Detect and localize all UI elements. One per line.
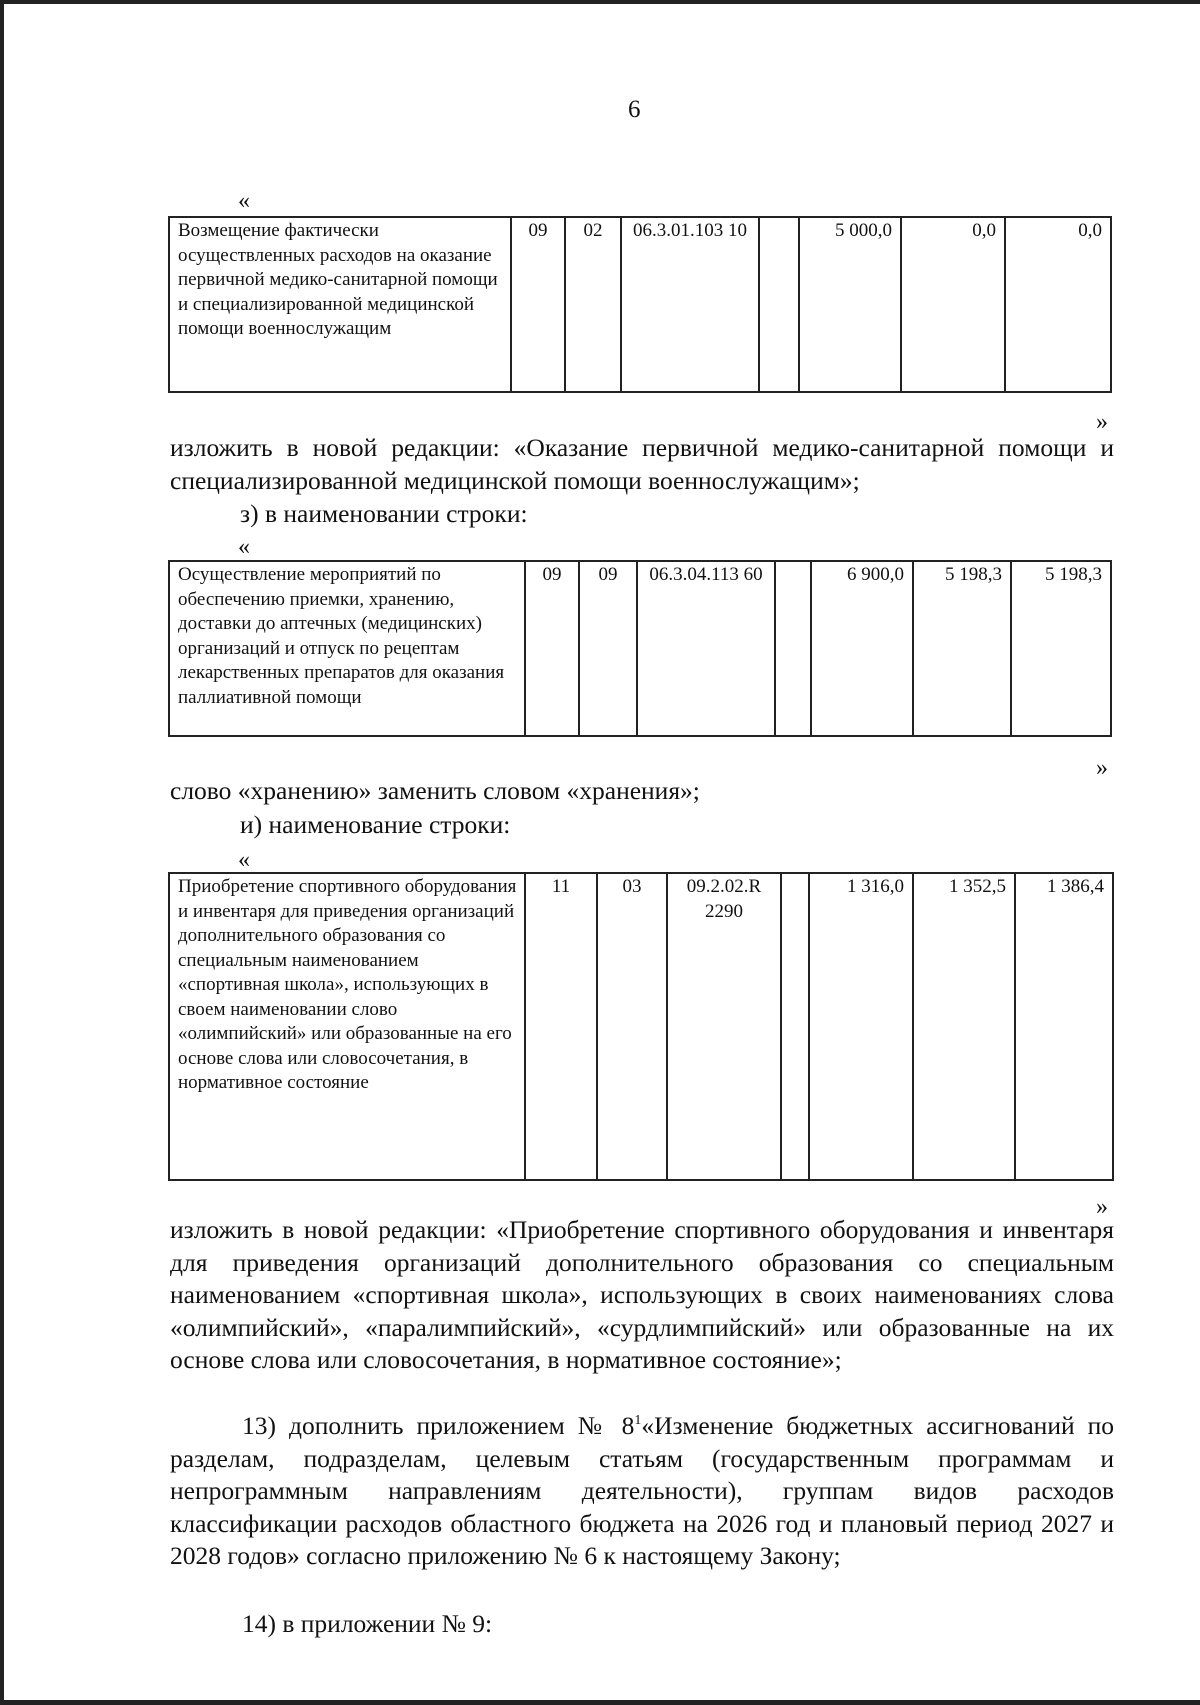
expense-type-cell	[781, 873, 809, 1180]
paragraph-item-14: 14) в приложении № 9:	[242, 1609, 493, 1638]
item-i: и) наименование строки:	[240, 810, 511, 839]
table1-close-quote: »	[1096, 409, 1108, 435]
subsection-cell: 03	[597, 873, 667, 1180]
table-row	[169, 873, 1113, 1180]
item-13-lead: 13) дополнить приложением № 8	[242, 1411, 635, 1440]
table3-open-quote: «	[238, 847, 250, 873]
row-name-cell: Возмещение фактически осуществленных расходов на оказание первичной медико-санитарной помощи и специализированной медицинской помощи военнослужащим	[169, 217, 511, 392]
table2-open-quote: «	[238, 534, 250, 560]
expense-type-cell	[775, 561, 811, 736]
table3-close-quote: »	[1096, 1194, 1108, 1220]
row-name-cell: Осуществление мероприятий по обеспечению приемки, хранению, доставки до аптечных (медицинских) организаций и отпуск по рецептам лекарственных препаратов для оказания паллиативной помощи	[169, 561, 525, 736]
amount-2027-cell: 0,0	[901, 217, 1005, 392]
table-row	[169, 561, 1111, 736]
superscript-index: 1	[634, 1413, 642, 1428]
table3	[168, 872, 1114, 1181]
amount-2027-cell: 5 198,3	[913, 561, 1011, 736]
table2	[168, 560, 1112, 737]
paragraph-new-wording-1: изложить в новой редакции: «Оказание первичной медико-санитарной помощи и специализированной медицинской помощи военнослужащим»;	[170, 433, 1114, 495]
paragraph-replace-word: слово «хранению» заменить словом «хранения»;	[170, 776, 700, 805]
amount-2028-cell: 1 386,4	[1015, 873, 1113, 1180]
target-article-cell: 09.2.02.R 2290	[667, 873, 781, 1180]
target-article-cell: 06.3.01.103 10	[621, 217, 759, 392]
page-number: 6	[628, 96, 641, 123]
paragraph-item-13	[170, 1410, 1114, 1573]
amount-2026-cell: 1 316,0	[809, 873, 913, 1180]
amount-2027-cell: 1 352,5	[913, 873, 1015, 1180]
subsection-cell: 02	[565, 217, 621, 392]
section-cell: 09	[511, 217, 565, 392]
item-z: з) в наименовании строки:	[240, 499, 528, 528]
amount-2026-cell: 6 900,0	[811, 561, 913, 736]
table2-close-quote: »	[1096, 755, 1108, 781]
target-article-cell: 06.3.04.113 60	[637, 561, 775, 736]
table1	[168, 216, 1112, 393]
paragraph-new-wording-2: изложить в новой редакции: «Приобретение спортивного оборудования и инвентаря для приведения организаций дополнительного образования со специальным наименованием «спортивная школа», использующих в своих наименованиях слова «олимпийский», «паралимпийский», «сурдлимпийский» или образованные на их основе слова или словосочетания, в нормативное состояние»;	[170, 1215, 1114, 1374]
expense-type-cell	[759, 217, 799, 392]
amount-2028-cell: 0,0	[1005, 217, 1111, 392]
table1-open-quote: «	[238, 188, 250, 214]
scan-border-bottom	[0, 1700, 1200, 1705]
item-13-text: «Изменение бюджетных ассигнований по разделам, подразделам, целевым статьям (государственным программам и непрограммным направлениям деятельности), группам видов расходов классификации расходов областного бюджета на 2026 год и плановый период 2027 и 2028 годов» согласно приложению № 6 к настоящему Закону;	[170, 1411, 1114, 1570]
section-cell: 11	[525, 873, 597, 1180]
subsection-cell: 09	[579, 561, 637, 736]
scan-border-left	[0, 0, 4, 1705]
amount-2028-cell: 5 198,3	[1011, 561, 1111, 736]
table-row	[169, 217, 1111, 392]
row-name-cell: Приобретение спортивного оборудования и инвентаря для приведения организаций дополнительного образования со специальным наименованием «спортивная школа», использующих в своем наименовании слово «олимпийский» или образованные на его основе слова или словосочетания, в нормативное состояние	[169, 873, 525, 1180]
scan-border-top	[0, 0, 1200, 4]
section-cell: 09	[525, 561, 579, 736]
amount-2026-cell: 5 000,0	[799, 217, 901, 392]
